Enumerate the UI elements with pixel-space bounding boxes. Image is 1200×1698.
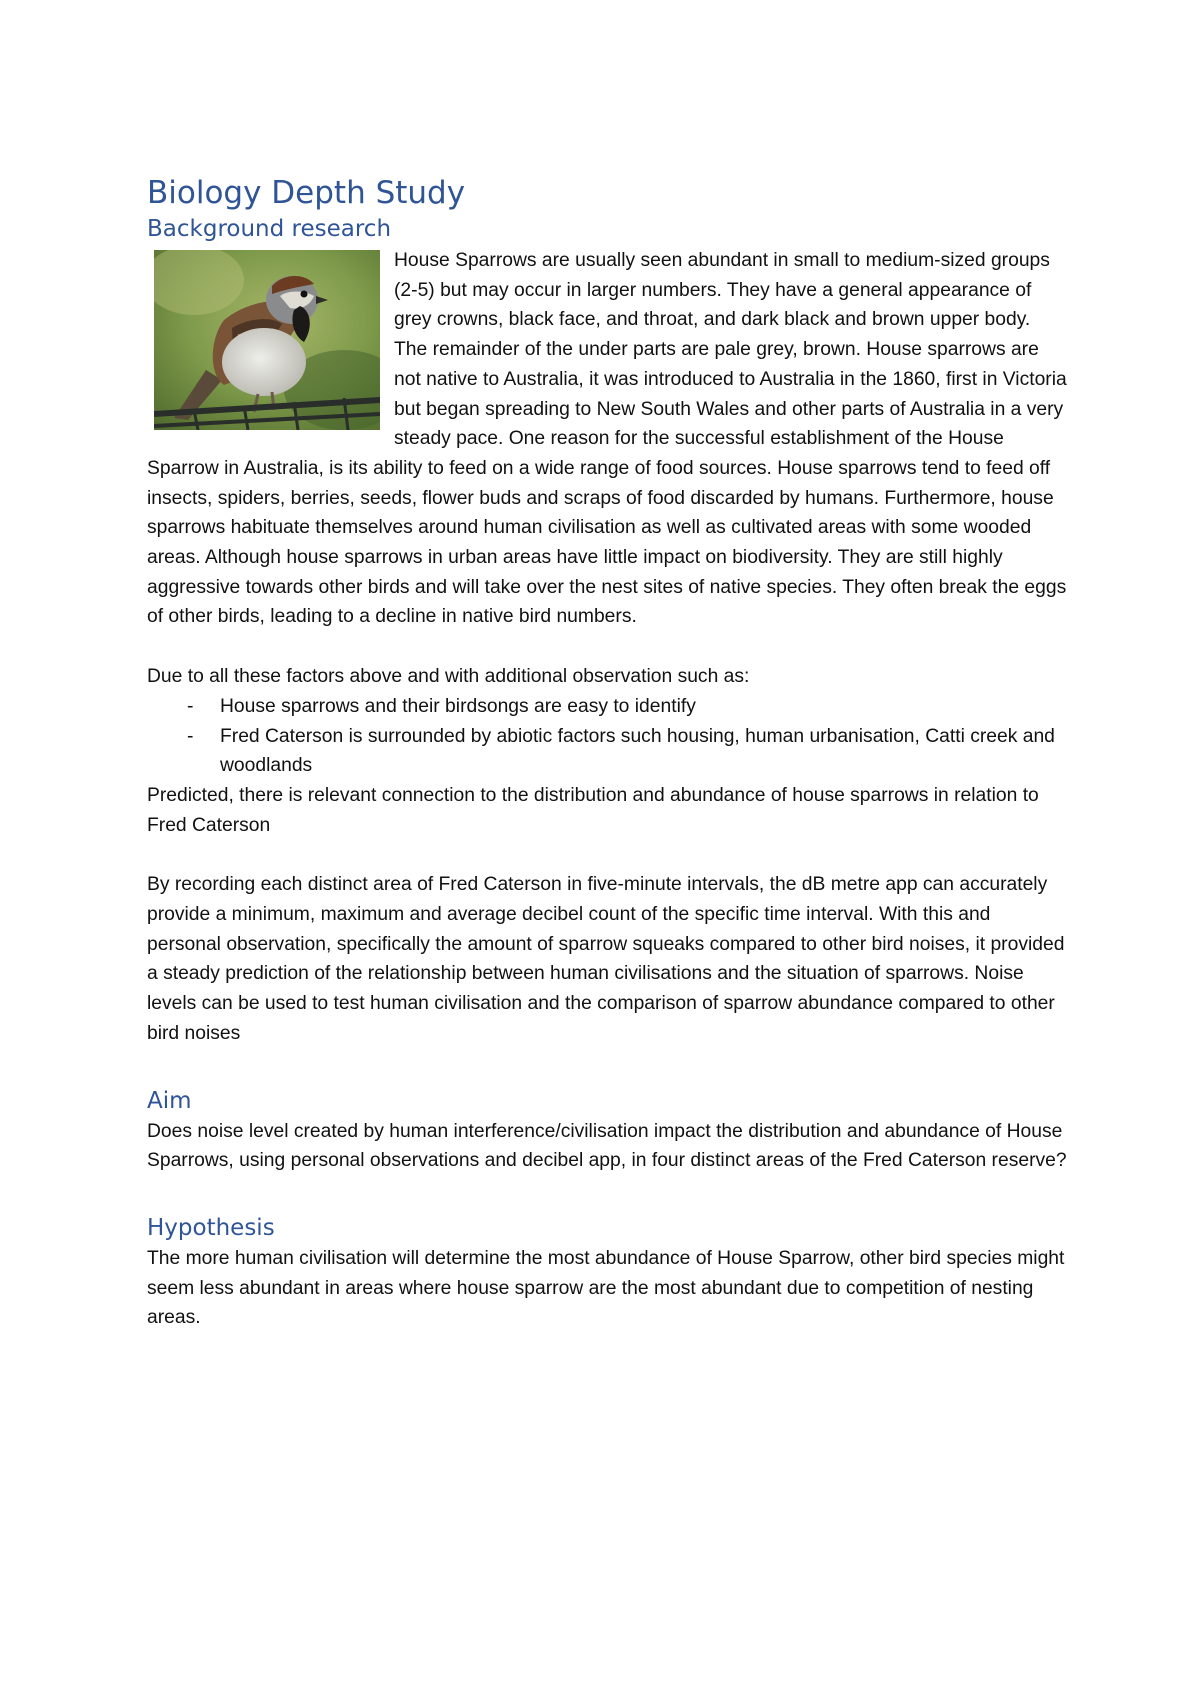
list-item-text: Fred Caterson is surrounded by abiotic factors such housing, human urbanisation, Catti creek and woodlands (220, 725, 1055, 777)
background-research-heading: Background research (147, 216, 392, 242)
hypothesis-text: The more human civilisation will determine the most abundance of House Sparrow, other bird species might seem less abundant in areas where house sparrow are the most abundant due to competition of nesting areas. (147, 1247, 1065, 1329)
prediction-paragraph: Predicted, there is relevant connection to the distribution and abundance of house sparrows in relation to Fred Caterson (147, 784, 1039, 836)
document-title: Biology Depth Study (147, 175, 466, 211)
document-page (147, 160, 1067, 1333)
list-item (147, 692, 1067, 722)
observations-intro: Due to all these factors above and with additional observation such as: (147, 666, 750, 688)
spacer (147, 840, 1067, 870)
list-item-text: House sparrows and their birdsongs are easy to identify (220, 695, 696, 717)
list-item (147, 722, 1067, 781)
aim-text: Does noise level created by human interference/civilisation impact the distribution and abundance of House Sparrows, using personal observations and decibel app, in four distinct areas of the Fred Caterson reserve? (147, 1120, 1067, 1172)
bullet-dash: - (187, 695, 194, 717)
method-paragraph: By recording each distinct area of Fred Caterson in five-minute intervals, the dB metre app can accurately provide a minimum, maximum and average decibel count of the specific time interval. With this and personal observation, specifically the amount of sparrow squeaks compared to other bird noises, it provided a steady prediction of the relationship between human civilisations and the situation of sparrows. Noise levels can be used to test human civilisation and the comparison of sparrow abundance compared to other bird noises (147, 874, 1065, 1044)
observations-list (147, 692, 1067, 781)
spacer (147, 1049, 1067, 1085)
aim-heading: Aim (147, 1087, 192, 1114)
spacer (147, 1176, 1067, 1212)
spacer (147, 632, 1067, 662)
background-paragraph: House Sparrows are usually seen abundant in small to medium-sized groups (2-5) but may occur in larger numbers. They have a general appearance of grey crowns, black face, and throat, and dark black and brown upper body. The remainder of the under parts are pale grey, brown. House sparrows are not native to Australia, it was introduced to Australia in the 1860, first in Victoria but began spreading to New South Wales and other parts of Australia in a very steady pace. One reason for the successful establishment of the House Sparrow in Australia, is its ability to feed on a wide range of food sources. House sparrows tend to feed off insects, spiders, berries, seeds, flower buds and scraps of food discarded by humans. Furthermore, house sparrows habituate themselves around human civilisation as well as cultivated areas with some wooded areas. Although house sparrows in urban areas have little impact on biodiversity. They are still highly aggressive towards other birds and will take over the nest sites of native species. They often break the eggs of other birds, leading to a decline in native bird numbers. (147, 250, 1067, 628)
house-sparrow-photo (154, 250, 380, 430)
bullet-dash: - (187, 725, 194, 747)
hypothesis-heading: Hypothesis (147, 1214, 275, 1241)
